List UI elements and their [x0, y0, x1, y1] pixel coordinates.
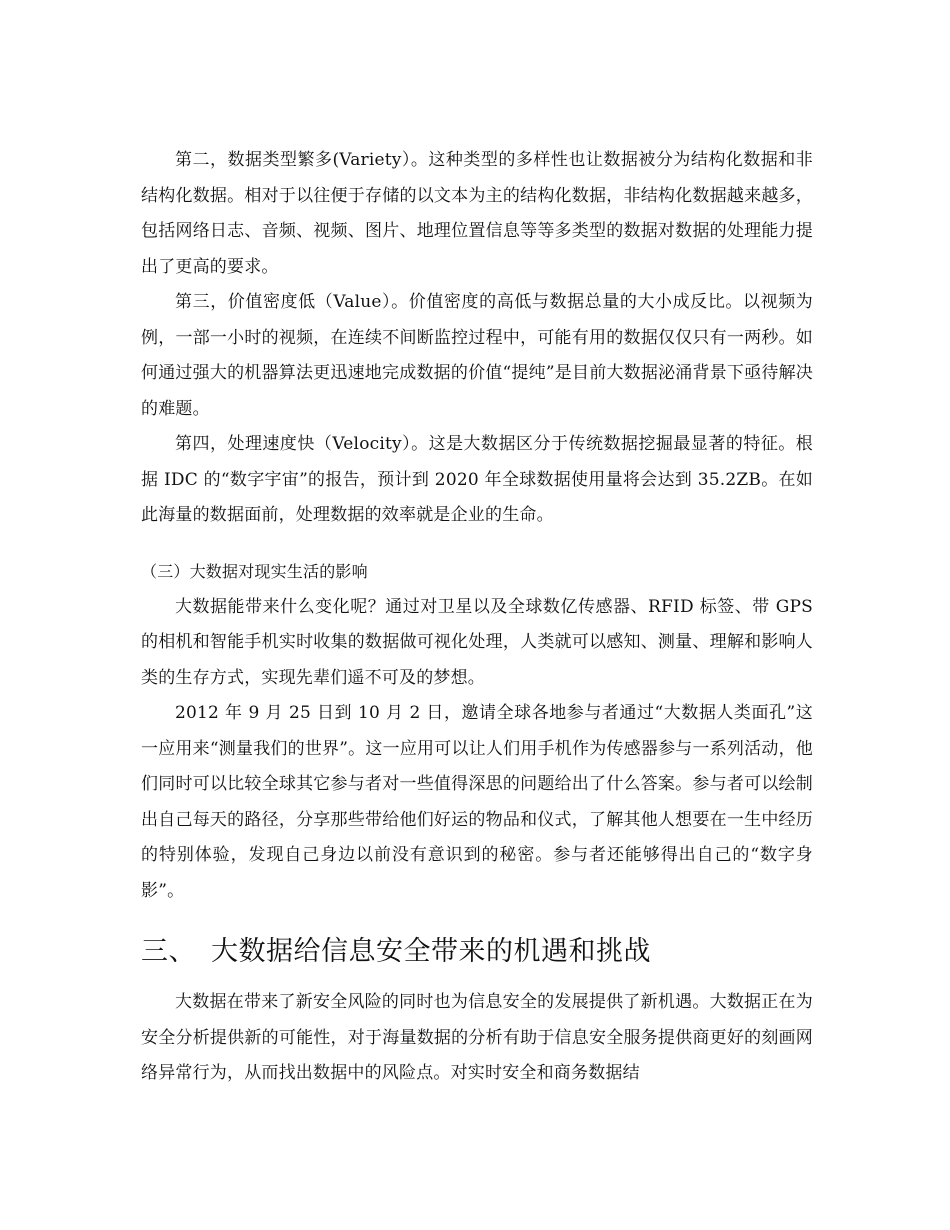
paragraph-human-face: 2012 年 9 月 25 日到 10 月 2 日，邀请全球各地参与者通过“大数据人类面孔”这一应用来“测量我们的世界”。这一应用可以让人们用手机作为传感器参与一系列活动，他们同时可以比较全球其它参与者对一些值得深思的问题给出了什么答案。参与者可以绘制出自己每天的路径，分享那些带给他们好运的物品和仪式，了解其他人想要在一生中经历的特别体验，发现自己身边以前没有意识到的秘密。参与者还能够得出自己的“数字身影”。	[141, 703, 813, 901]
document-page	[141, 143, 813, 1092]
paragraph-opportunity: 大数据在带来了新安全风险的同时也为信息安全的发展提供了新机遇。大数据正在为安全分析提供新的可能性，对于海量数据的分析有助于信息安全服务提供商更好的刻画网络异常行为，从而找出数据中的风险点。对实时安全和商务数据结	[141, 992, 813, 1083]
subsection-heading: （三）大数据对现实生活的影响	[141, 561, 368, 581]
section-title: 大数据给信息安全带来的机遇和挑战	[211, 936, 651, 967]
section-heading	[141, 927, 813, 977]
paragraph-value: 第三，价值密度低（Value）。价值密度的高低与数据总量的大小成反比。以视频为例，一部一小时的视频，在连续不间断监控过程中，可能有用的数据仅仅只有一两秒。如何通过强大的机器算法更迅速地完成数据的价值“提纯”是目前大数据泌涌背景下亟待解决的难题。	[141, 292, 813, 419]
paragraph-changes: 大数据能带来什么变化呢？通过对卫星以及全球数亿传感器、RFID 标签、带 GPS 的相机和智能手机实时收集的数据做可视化处理，人类就可以感知、测量、理解和影响人类的生存方式，实现先辈们遥不可及的梦想。	[141, 596, 813, 688]
section-number: 三、	[141, 936, 196, 967]
paragraph-velocity: 第四，处理速度快（Velocity）。这是大数据区分于传统数据挖掘最显著的特征。根据 IDC 的“数字宇宙”的报告，预计到 2020 年全球数据使用量将会达到 35.2ZB。在如此海量的数据面前，处理数据的效率就是企业的生命。	[141, 434, 813, 525]
paragraph-variety: 第二，数据类型繁多(Variety）。这种类型的多样性也让数据被分为结构化数据和非结构化数据。相对于以往便于存储的以文本为主的结构化数据，非结构化数据越来越多，包括网络日志、音频、视频、图片、地理位置信息等等多类型的数据对数据的处理能力提出了更高的要求。	[141, 150, 813, 277]
